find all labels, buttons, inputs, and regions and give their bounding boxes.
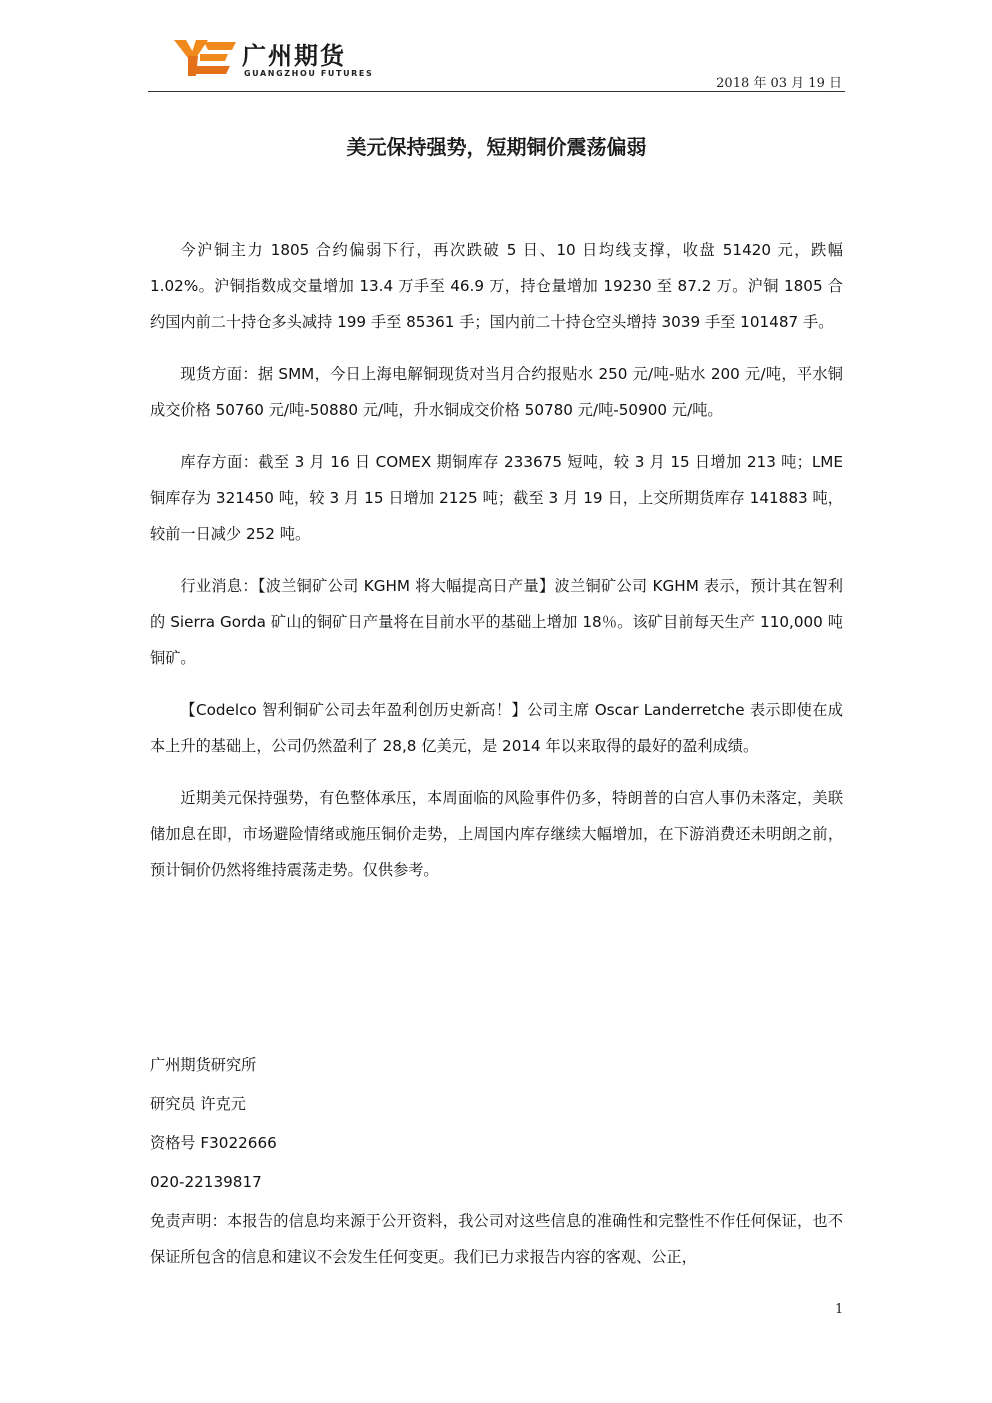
- paragraph-spot: 现货方面：据 SMM，今日上海电解铜现货对当月合约报贴水 250 元/吨-贴水 200 元/吨，平水铜成交价格 50760 元/吨-50880 元/吨，升水铜成交价格 50780 元/吨-50900 元/吨。: [150, 365, 843, 419]
- company-logo: [174, 36, 374, 86]
- logo-english-name: GUANGZHOU FUTURES: [244, 69, 374, 78]
- paragraph-outlook: 近期美元保持强势，有色整体承压，本周面临的风险事件仍多，特朗普的白宫人事仍未落定，美联储加息在即，市场避险情绪或施压铜价走势，上周国内库存继续大幅增加，在下游消费还未明朗之前，预计铜价仍然将维持震荡走势。仅供参考。: [150, 789, 843, 879]
- institute-name: 广州期货研究所: [150, 1056, 257, 1074]
- header-divider: [148, 91, 845, 92]
- paragraph-market-summary: 今沪铜主力 1805 合约偏弱下行，再次跌破 5 日、10 日均线支撑，收盘 51420 元，跌幅 1.02%。沪铜指数成交量增加 13.4 万手至 46.9 万，持仓量增加 19230 至 87.2 万。沪铜 1805 合约国内前二十持仓多头减持 199 手至 85361 手；国内前二十持仓空头增持 3039 手至 101487 手。: [150, 241, 843, 331]
- phone-number: 020-22139817: [150, 1173, 262, 1191]
- paragraph-industry-news: 行业消息：【波兰铜矿公司 KGHM 将大幅提高日产量】波兰铜矿公司 KGHM 表示，预计其在智利的 Sierra Gorda 矿山的铜矿日产量将在目前水平的基础上增加 18％。该矿目前每天生产 110,000 吨铜矿。: [150, 577, 843, 667]
- report-body: [150, 232, 843, 904]
- report-date: 2018 年 03 月 19 日: [716, 76, 842, 91]
- disclaimer: 免责声明：本报告的信息均来源于公开资料，我公司对这些信息的准确性和完整性不作任何保证，也不保证所包含的信息和建议不会发生任何变更。我们已力求报告内容的客观、公正，: [150, 1212, 843, 1266]
- signature-block: [150, 1046, 843, 1202]
- paragraph-codelco: 【Codelco 智利铜矿公司去年盈利创历史新高！】公司主席 Oscar Landerretche 表示即使在成本上升的基础上，公司仍然盈利了 28,8 亿美元，是 2014 年以来取得的最好的盈利成绩。: [150, 701, 843, 755]
- logo-chinese-name: 广州期货: [242, 42, 346, 70]
- license-number: 资格号 F3022666: [150, 1134, 277, 1152]
- ye-logo-mark-icon: [174, 36, 238, 80]
- report-title: 美元保持强势，短期铜价震荡偏弱: [346, 135, 647, 159]
- researcher-name: 研究员 许克元: [150, 1095, 246, 1113]
- page-number: 1: [835, 1302, 844, 1317]
- paragraph-inventory: 库存方面：截至 3 月 16 日 COMEX 期铜库存 233675 短吨，较 3 月 15 日增加 213 吨；LME 铜库存为 321450 吨，较 3 月 15 日增加 2125 吨；截至 3 月 19 日，上交所期货库存 141883 吨，较前一日减少 252 吨。: [150, 453, 843, 543]
